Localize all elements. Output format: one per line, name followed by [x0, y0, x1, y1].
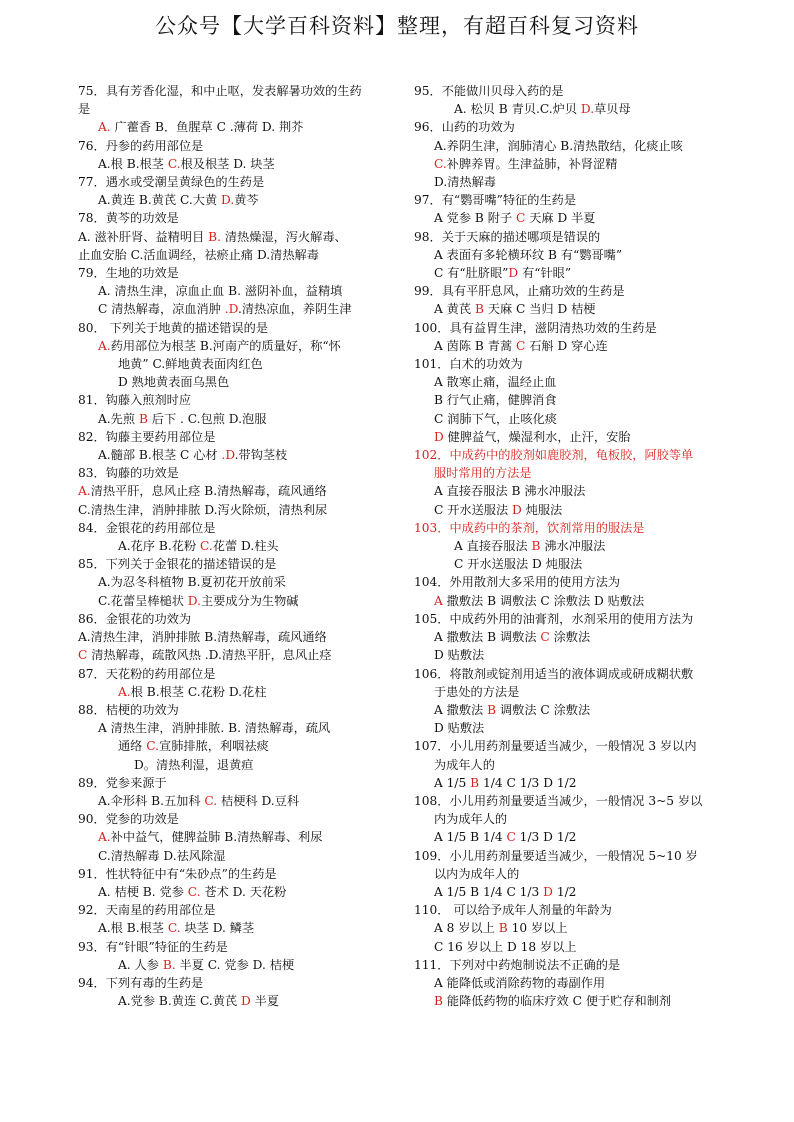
question-line: [78, 865, 396, 883]
answer-marker: B: [470, 775, 480, 790]
question-text: A.党参 B.黄连 C.黄芪: [118, 994, 242, 1009]
question-line: [414, 209, 730, 227]
question-text: 桔梗科 D.豆科: [217, 793, 300, 808]
question-line: [414, 701, 730, 719]
question-text: 109．小儿用药剂量要适当减少，一般情况 5~10 岁: [414, 848, 698, 863]
question-line: [414, 719, 730, 737]
question-line: [78, 919, 396, 937]
answer-marker: C.: [434, 156, 447, 171]
question-line: [414, 810, 730, 828]
question-line: [414, 665, 730, 683]
question-line: [78, 410, 396, 428]
question-text: 半夏: [250, 994, 280, 1009]
question-text: A.黄连 B.黄芪 C.大黄: [98, 193, 222, 208]
question-line: [414, 992, 730, 1010]
question-line: [414, 428, 730, 446]
question-line: [78, 391, 396, 409]
question-text: C 有“肚脐眼”: [434, 266, 509, 281]
question-line: [78, 992, 396, 1010]
answer-marker: .D: [221, 448, 235, 463]
question-text: C 润肺下气，止咳化痰: [434, 411, 557, 426]
question-text: 能降低药物的临床疗效 C 便于贮存和制剂: [442, 994, 672, 1009]
question-text: A 茵陈 B 青蒿: [434, 338, 517, 353]
question-text: 内为成年人的: [434, 812, 508, 827]
question-text: 105．中成药外用的油膏剂，水剂采用的使用方法为: [414, 611, 694, 626]
question-line: [78, 810, 396, 828]
question-line: [78, 282, 396, 300]
question-line: [78, 901, 396, 919]
question-text: 撒敷法 B 调敷法 C 涂敷法 D 贴敷法: [442, 593, 645, 608]
question-line: [78, 701, 396, 719]
question-text: 补中益气，健脾益肺 B.清热解毒、利尿: [110, 830, 323, 845]
question-line: [414, 282, 730, 300]
question-line: [414, 792, 730, 810]
answer-marker: C: [506, 830, 516, 845]
question-line: [78, 319, 396, 337]
question-text: 91．性状特征中有“朱砂点”的生药是: [78, 866, 277, 881]
question-text: 主要成分为生物碱: [200, 593, 299, 608]
question-line: [414, 883, 730, 901]
question-text: C.清热解毒 D.祛风除湿: [98, 848, 226, 863]
question-text: 清热燥湿，泻火解毒、: [220, 229, 347, 244]
question-line: [78, 118, 396, 136]
question-text: 101．白术的功效为: [414, 357, 523, 372]
question-text: 76．丹参的药用部位是: [78, 138, 204, 153]
question-line: [414, 737, 730, 755]
question-line: [414, 555, 730, 573]
question-text: 89．党参来源于: [78, 775, 167, 790]
question-text: 93．有“针眼”特征的生药是: [78, 939, 228, 954]
question-line: [78, 646, 396, 664]
question-text: A. 滋补肝肾、益精明目: [78, 229, 209, 244]
question-text: C 清热解毒，凉血消肿: [98, 302, 225, 317]
question-line: [414, 974, 730, 992]
question-line: [414, 828, 730, 846]
question-line: [78, 828, 396, 846]
answer-marker: D: [241, 994, 251, 1009]
question-text: C.花蕾呈棒槌状: [98, 593, 188, 608]
question-text: 于患处的方法是: [434, 684, 520, 699]
question-line: [78, 537, 396, 555]
question-line: [414, 118, 730, 136]
question-line: [414, 82, 730, 100]
question-text: A.根 B.根茎: [98, 156, 168, 171]
answer-marker: D: [508, 266, 519, 281]
question-text: 清热平肝，息风止痉 B.清热解毒，疏风通络: [90, 484, 327, 499]
question-text: 沸水冲服法: [540, 539, 606, 554]
question-line: [78, 228, 396, 246]
question-text: 涂敷法: [549, 630, 591, 645]
question-line: [414, 628, 730, 646]
question-text: A 清热生津，消肿排脓. B. 清热解毒，疏风: [98, 721, 331, 736]
question-text: .清热凉血，养阴生津: [237, 302, 352, 317]
question-text: A 直接吞服法 B 沸水冲服法: [434, 484, 586, 499]
question-line: [78, 719, 396, 737]
question-line: [414, 155, 730, 173]
question-text: 1/4 C 1/3 D 1/2: [479, 775, 577, 790]
question-line: [78, 756, 396, 774]
answer-marker: A.: [118, 684, 131, 699]
question-line: [78, 883, 396, 901]
question-text: 107．小儿用药剂量要适当减少，一般情况 3 岁以内: [414, 739, 697, 754]
question-text: A.清热生津，消肿排脓 B.清热解毒，疏风通络: [78, 630, 327, 645]
question-line: [414, 373, 730, 391]
answer-marker: D: [543, 884, 553, 899]
question-line: [78, 446, 396, 464]
question-text: 87．天花粉的药用部位是: [78, 666, 216, 681]
question-line: [414, 464, 730, 482]
question-text: D 贴敷法: [434, 721, 485, 736]
answer-marker: B: [487, 702, 497, 717]
question-line: [414, 355, 730, 373]
question-text: 10 岁以上: [507, 921, 568, 936]
answer-marker: C: [78, 648, 88, 663]
question-line: [78, 428, 396, 446]
question-text: 78．黄芩的功效是: [78, 211, 179, 226]
question-text: C 开水送服法 D 炖服法: [454, 557, 583, 572]
question-text: 有“针眼”: [518, 266, 572, 281]
question-text: .带钩茎枝: [234, 448, 288, 463]
question-text: 97．有“鹦哥嘴”特征的生药是: [414, 193, 577, 208]
question-text: D.清热解毒: [434, 175, 496, 190]
question-text: 85．下列关于金银花的描述错误的是: [78, 557, 277, 572]
answer-marker: B: [498, 921, 508, 936]
question-text: 根 B.根茎 C.花粉 D.花柱: [130, 684, 267, 699]
question-text: A.根 B.根茎: [98, 921, 168, 936]
question-line: [78, 264, 396, 282]
question-column-right: [414, 82, 730, 1010]
answer-marker: D.: [221, 193, 235, 208]
question-line: [414, 391, 730, 409]
question-line: [78, 938, 396, 956]
question-line: [414, 646, 730, 664]
question-text: A 能降低或消除药物的毒副作用: [434, 975, 606, 990]
question-text: 98．关于天麻的描述哪项是错误的: [414, 229, 601, 244]
question-text: 补脾养胃。生津益肺，补肾涩精: [446, 156, 618, 171]
question-text: 是: [78, 102, 91, 117]
question-text: 108．小儿用药剂量要适当减少，一般情况 3~5 岁以: [414, 793, 703, 808]
answer-marker: D: [434, 429, 444, 444]
question-text: 110． 可以给予成年人剂量的年龄为: [414, 903, 612, 918]
question-text: 88．桔梗的功效为: [78, 702, 179, 717]
question-text: 104．外用散剂大多采用的使用方法为: [414, 575, 621, 590]
question-line: [78, 464, 396, 482]
question-line: [78, 355, 396, 373]
answer-marker: A.: [98, 830, 111, 845]
question-text: 1/3 D 1/2: [515, 830, 577, 845]
question-text: A 黄芪: [434, 302, 475, 317]
question-line: [414, 501, 730, 519]
question-text: D 熟地黄表面乌黑色: [118, 375, 230, 390]
answer-marker: D.: [580, 102, 595, 117]
question-text: 79．生地的功效是: [78, 266, 179, 281]
question-text: C 开水送服法: [434, 502, 513, 517]
question-line: [78, 792, 396, 810]
question-line: [78, 628, 396, 646]
question-line: [78, 592, 396, 610]
question-line: [78, 300, 396, 318]
question-text: 炖服法: [521, 502, 563, 517]
question-line: [414, 683, 730, 701]
page-header-title: 公众号【大学百科资料】整理，有超百科复习资料: [155, 14, 639, 38]
question-text: 调敷法 C 涂敷法: [496, 702, 591, 717]
answer-marker: B: [434, 994, 443, 1009]
question-line: [414, 847, 730, 865]
question-text: 石斛 D 穿心连: [525, 338, 608, 353]
question-line: [78, 209, 396, 227]
question-text: 84．金银花的药用部位是: [78, 520, 216, 535]
question-text: A 直接吞服法: [454, 539, 532, 554]
question-text: 106．将散剂或锭剂用适当的液体调成或研成糊状敷: [414, 666, 694, 681]
answer-marker: A.: [98, 120, 111, 135]
question-line: [78, 191, 396, 209]
question-text: A 8 岁以上: [434, 921, 499, 936]
answer-marker: C.: [146, 739, 160, 754]
question-line: [414, 919, 730, 937]
question-line: [78, 246, 396, 264]
answer-marker: A: [434, 593, 443, 608]
question-text: 111．下列对中药炮制说法不正确的是: [414, 957, 621, 972]
answer-marker: D: [512, 502, 522, 517]
question-text: A 1/5 B 1/4: [434, 830, 507, 845]
question-line: [78, 774, 396, 792]
question-text: A.伞形科 B.五加科: [98, 793, 205, 808]
answer-marker: C: [540, 630, 550, 645]
question-line: [78, 573, 396, 591]
question-line: [414, 573, 730, 591]
question-text: A.为忍冬科植物 B.夏初花开放前采: [98, 575, 286, 590]
question-line: [414, 191, 730, 209]
question-line: [78, 137, 396, 155]
question-line: [414, 482, 730, 500]
question-text: 1/2: [552, 884, 577, 899]
question-line: [78, 501, 396, 519]
question-line: [414, 410, 730, 428]
question-line: [414, 865, 730, 883]
question-text: 90．党参的功效是: [78, 812, 179, 827]
answer-marker: C.: [204, 793, 218, 808]
answer-marker: 103．中成药中的茶剂，饮剂常用的服法是: [414, 520, 645, 535]
question-text: 广藿香 B．鱼腥草 C .薄荷 D. 荆芥: [110, 120, 304, 135]
question-text: 86．金银花的功效为: [78, 611, 192, 626]
question-text: A. 人参: [118, 957, 163, 972]
question-text: A 散寒止痛，温经止血: [434, 375, 557, 390]
question-text: 94．下列有毒的生药是: [78, 975, 204, 990]
question-line: [414, 319, 730, 337]
question-text: 天麻 D 半夏: [525, 211, 596, 226]
answer-marker: C: [516, 211, 526, 226]
question-text: 以内为成年人的: [434, 866, 520, 881]
answer-marker: A.: [98, 338, 111, 353]
question-text: 苍术 D. 天花粉: [200, 884, 287, 899]
question-text: 黄芩: [234, 193, 259, 208]
question-line: [414, 519, 730, 537]
question-text: A. 清热生津，凉血止血 B. 滋阴补血，益精填: [98, 284, 343, 299]
question-text: B 行气止痛，健脾消食: [434, 393, 557, 408]
question-line: [78, 847, 396, 865]
answer-marker: B: [474, 302, 484, 317]
question-text: A 党参 B 附子: [434, 211, 517, 226]
question-text: A.先煎: [98, 411, 139, 426]
question-text: 82．钩藤主要药用部位是: [78, 429, 216, 444]
answer-marker: C.: [200, 539, 213, 554]
answer-marker: B: [138, 411, 148, 426]
question-text: A 1/5 B 1/4 C 1/3: [434, 884, 544, 899]
question-text: 99．具有平肝息风，止痛功效的生药是: [414, 284, 625, 299]
answer-marker: C.: [167, 156, 181, 171]
question-text: 77．遇水或受潮呈黄绿色的生药是: [78, 175, 265, 190]
question-text: D 贴敷法: [434, 648, 485, 663]
question-line: [414, 228, 730, 246]
question-text: 清热解毒，疏散风热 .D.清热平肝，息风止痉: [87, 648, 332, 663]
question-text: 通络: [118, 739, 147, 754]
question-line: [414, 938, 730, 956]
question-line: [78, 482, 396, 500]
question-line: [78, 737, 396, 755]
question-text: C 16 岁以上 D 18 岁以上: [434, 939, 577, 954]
answer-marker: A.: [78, 484, 91, 499]
question-line: [78, 610, 396, 628]
question-line: [78, 956, 396, 974]
question-text: 宣肺排脓，利咽祛痰: [159, 739, 269, 754]
question-text: 药用部位为根茎 B.河南产的质量好，称“怀: [110, 338, 341, 353]
answer-marker: 102．中成药中的胶剂如鹿胶剂，龟板胶，阿胶等单: [414, 448, 694, 463]
question-text: 天麻 C 当归 D 桔梗: [483, 302, 596, 317]
question-text: A.花序 B.花粉: [118, 539, 201, 554]
question-text: 81．钩藤入煎剂时应: [78, 393, 192, 408]
question-text: 花蕾 D.柱头: [212, 539, 279, 554]
question-line: [78, 555, 396, 573]
question-text: 根及根茎 D. 块茎: [180, 156, 275, 171]
question-line: [414, 300, 730, 318]
question-line: [78, 373, 396, 391]
question-text: A 表面有多轮横环纹 B 有“鹦哥嘴”: [434, 247, 623, 262]
question-line: [78, 173, 396, 191]
question-line: [414, 610, 730, 628]
question-text: 95．不能做川贝母入药的是: [414, 84, 564, 98]
question-text: C.清热生津，消肿排脓 D.泻火除烦，清热利尿: [78, 502, 328, 517]
answer-marker: D.: [187, 593, 201, 608]
question-line: [414, 137, 730, 155]
question-text: 为成年人的: [434, 757, 495, 772]
question-text: A. 松贝 B 青贝.C.炉贝: [454, 102, 581, 117]
question-text: A.养阴生津，润肺清心 B.清热散结，化痰止咳: [434, 138, 683, 153]
answer-marker: C: [516, 338, 526, 353]
question-text: 80． 下列关于地黄的描述错误的是: [78, 320, 269, 335]
question-text: A 1/5: [434, 775, 471, 790]
question-line: [414, 246, 730, 264]
question-text: 草贝母: [594, 102, 631, 117]
question-text: 止血安胎 C.活血调经，祛瘀止痛 D.清热解毒: [78, 247, 319, 262]
answer-marker: C.: [187, 884, 201, 899]
question-line: [414, 337, 730, 355]
question-text: 83．钩藤的功效是: [78, 466, 179, 481]
question-text: 块茎 D. 鳞茎: [180, 921, 255, 936]
question-text: 100．具有益胃生津，滋阴清热功效的生药是: [414, 320, 657, 335]
question-text: A 撒敷法 B 调敷法: [434, 630, 541, 645]
question-line: [78, 82, 396, 100]
question-line: [78, 337, 396, 355]
question-text: 健脾益气，燥湿利水，止汗，安胎: [443, 429, 631, 444]
question-text: 半夏 C. 党参 D. 桔梗: [175, 957, 295, 972]
question-text: 92．天南星的药用部位是: [78, 903, 216, 918]
question-line: [78, 974, 396, 992]
question-text: 地黄” C.鲜地黄表面肉红色: [118, 357, 263, 372]
question-line: [414, 173, 730, 191]
question-text: 后下 . C.包煎 D.泡服: [147, 411, 267, 426]
question-text: 75．具有芳香化湿，和中止呕，发表解暑功效的生药: [78, 84, 362, 98]
question-line: [414, 446, 730, 464]
question-line: [414, 774, 730, 792]
answer-marker: B.: [162, 957, 176, 972]
question-line: [78, 155, 396, 173]
question-line: [414, 264, 730, 282]
question-line: [414, 756, 730, 774]
question-line: [414, 592, 730, 610]
question-text: D。清热利湿，退黄疸: [134, 757, 254, 772]
question-line: [414, 956, 730, 974]
question-line: [414, 100, 730, 118]
question-line: [78, 100, 396, 118]
answer-marker: B.: [208, 229, 221, 244]
question-text: A 撒敷法: [434, 702, 488, 717]
question-line: [414, 901, 730, 919]
question-text: 96．山药的功效为: [414, 120, 515, 135]
answer-marker: .D: [224, 302, 238, 317]
answer-marker: B: [531, 539, 541, 554]
question-line: [78, 683, 396, 701]
answer-marker: 服时常用的方法是: [434, 466, 532, 481]
question-line: [78, 665, 396, 683]
question-line: [414, 537, 730, 555]
question-line: [78, 519, 396, 537]
answer-marker: C.: [167, 921, 181, 936]
question-column-left: [78, 82, 396, 1010]
question-text: A.髓部 B.根茎 C 心材: [98, 448, 222, 463]
question-text: A. 桔梗 B. 党参: [98, 884, 188, 899]
